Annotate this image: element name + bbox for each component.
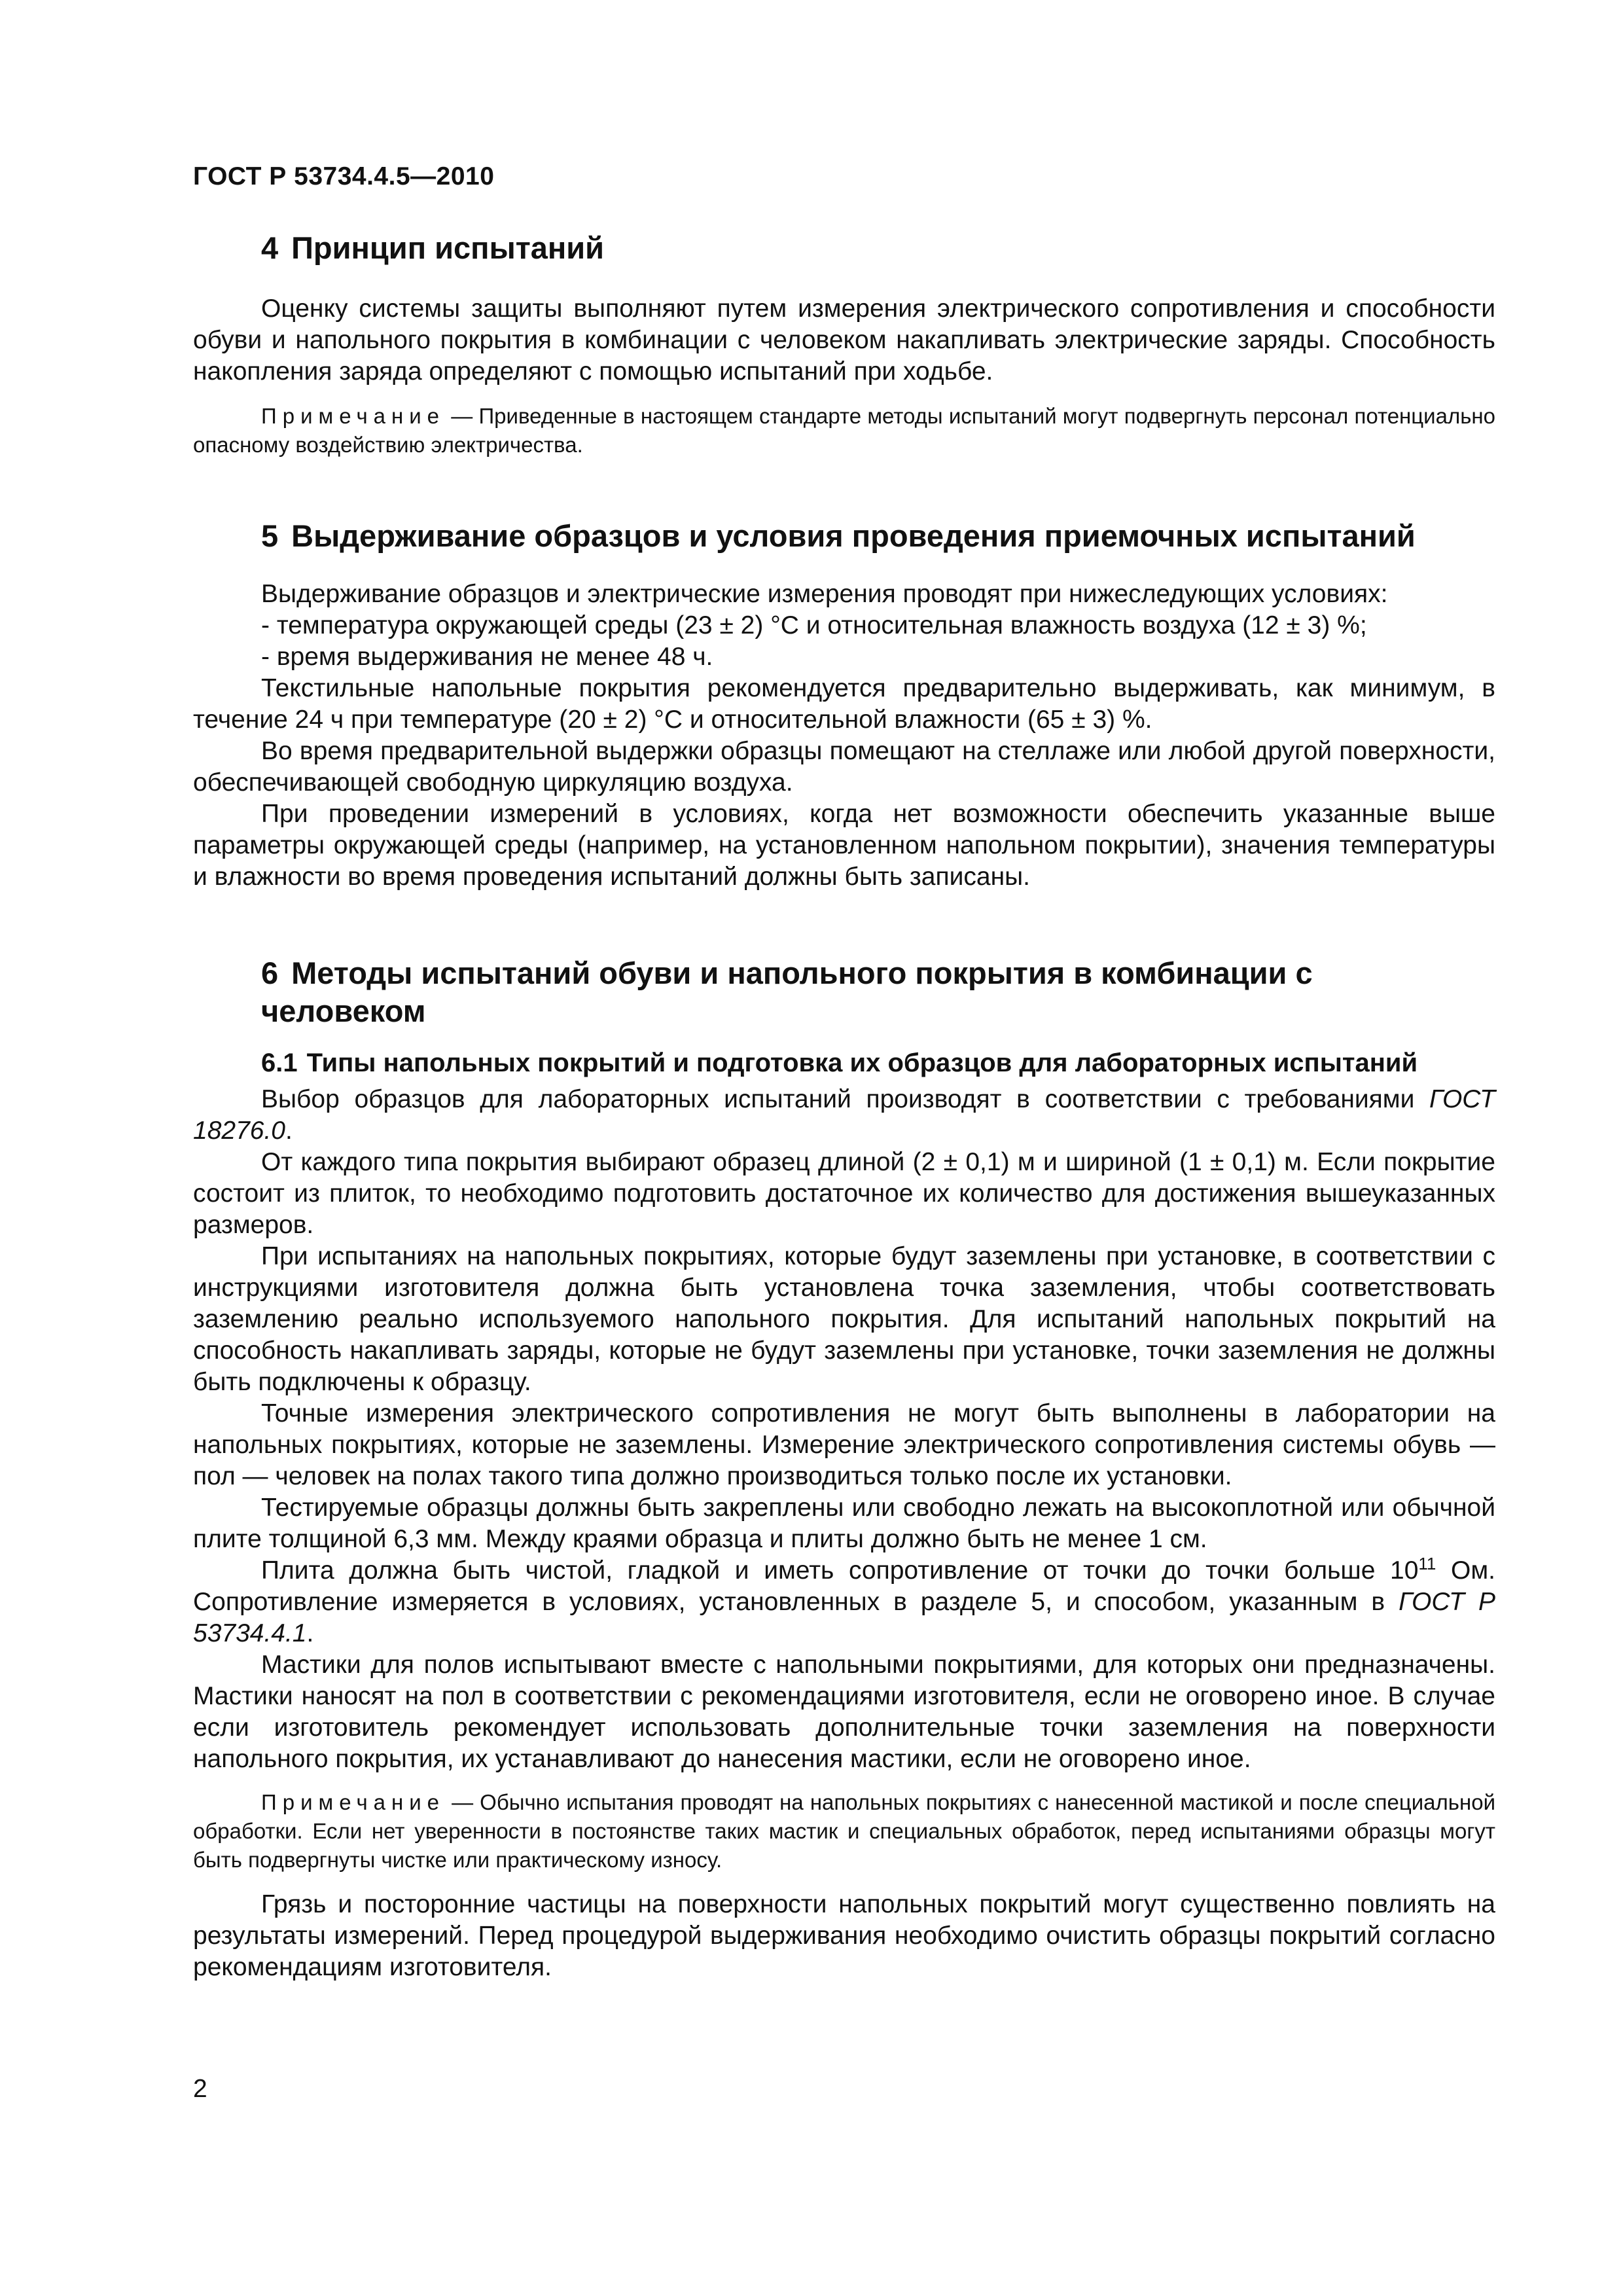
paragraph: Тестируемые образцы должны быть закреплены или свободно лежать на высокоплотной или обычной плите толщиной 6,3 мм. Между краями образца и плиты должно быть не менее 1 см. (193, 1494, 1495, 1553)
list-item: - время выдерживания не менее 48 ч. (261, 643, 713, 671)
paragraph: При испытаниях на напольных покрытиях, которые будут заземлены при установке, в соответствии с инструкциями изготовителя должна быть установлена точка заземления, чтобы соответствовать заземлению реально используемого напольного покрытия. Для испытаний напольных покрытий на способность накапливать заряды, которые не будут заземлены при установке, точки заземления не должны быть подключены к образцу. (193, 1242, 1495, 1396)
document-body (193, 229, 1495, 1983)
subsection-number: 6.1 (261, 1049, 298, 1077)
paragraph-text: Плита должна быть чистой, гладкой и иметь сопротивление от точки до точки больше 10 (261, 1556, 1419, 1585)
section-6-heading (261, 954, 1374, 1030)
paragraph: Текстильные напольные покрытия рекомендуется предварительно выдерживать, как минимум, в течение 24 ч при температуре (20 ± 2) °С и относительной влажности (65 ± 3) %. (193, 674, 1495, 734)
subsection-6-1-heading (261, 1047, 1495, 1079)
paragraph: От каждого типа покрытия выбирают образец длиной (2 ± 0,1) м и шириной (1 ± 0,1) м. Если покрытие состоит из плиток, то необходимо подготовить достаточное их количество для достижения вышеуказанных размеров. (193, 1148, 1495, 1239)
section-number: 6 (261, 956, 279, 990)
paragraph: Выдерживание образцов и электрические измерения проводят при нижеследующих условиях: (261, 580, 1388, 608)
paragraph: Точные измерения электрического сопротивления не могут быть выполнены в лаборатории на напольных покрытиях, которые не заземлены. Измерение электрического сопротивления системы обувь — пол — человек на полах такого типа должно производиться только после их установки. (193, 1399, 1495, 1490)
paragraph-text: Выбор образцов для лабораторных испытаний производят в соответствии с требованиями (261, 1085, 1430, 1113)
section-4-heading (261, 229, 1495, 267)
section-number: 4 (261, 230, 279, 265)
note-label: Примечание (261, 1790, 446, 1814)
note-text: — Обычно испытания проводят на напольных покрытиях с нанесенной мастикой и после специальной обработки. Если нет уверенности в постоянстве таких мастик и специальных обработок, перед испытаниями образцы могут быть подвергнуты чистке или практическому износу. (193, 1790, 1495, 1872)
paragraph (193, 1084, 1495, 1147)
note (193, 1788, 1495, 1874)
list-item: - температура окружающей среды (23 ± 2) °С и относительная влажность воздуха (12 ± 3) %; (261, 611, 1367, 639)
section-title: Принцип испытаний (291, 230, 605, 265)
standard-reference: ГОСТ Р 53734.4.1 (193, 1588, 1495, 1647)
paragraph: Во время предварительной выдержки образцы помещают на стеллаже или любой другой поверхности, обеспечивающей свободную циркуляцию воздуха. (193, 737, 1495, 797)
paragraph: При проведении измерений в условиях, когда нет возможности обеспечить указанные выше параметры окружающей среды (например, на установленном напольном покрытии), значения температуры и влажности во время проведения испытаний должны быть записаны. (193, 800, 1495, 891)
paragraph: Мастики для полов испытывают вместе с напольными покрытиями, для которых они предназначены. Мастики наносят на пол в соответствии с рекомендациями изготовителя, если не оговорено иное. В случае если изготовитель рекомендует использовать дополнительные точки заземления на поверхности напольного покрытия, их устанавливают до нанесения мастики, если не оговорено иное. (193, 1651, 1495, 1773)
section-title: Методы испытаний обуви и напольного покрытия в комбинации с человеком (261, 956, 1313, 1028)
paragraph (193, 1555, 1495, 1649)
paragraph-text: . (306, 1619, 314, 1647)
section-5-heading (261, 517, 1495, 555)
paragraph-text: Ом. Сопротивление измеряется в условиях, установленных в разделе 5, и способом, указанным в (193, 1556, 1495, 1616)
standard-reference: ГОСТ 18276.0 (193, 1085, 1495, 1145)
standard-designation: ГОСТ Р 53734.4.5—2010 (193, 162, 495, 190)
paragraph: Оценку системы защиты выполняют путем измерения электрического сопротивления и способности обуви и напольного покрытия в комбинации с человеком накапливать электрические заряды. Способность накопления заряда определяют с помощью испытаний при ходьбе. (193, 295, 1495, 386)
exponent: 11 (1418, 1554, 1436, 1573)
note (193, 402, 1495, 459)
section-number: 5 (261, 518, 279, 553)
subsection-title: Типы напольных покрытий и подготовка их образцов для лабораторных испытаний (306, 1049, 1418, 1077)
note-text: — Приведенные в настоящем стандарте методы испытаний могут подвергнуть персонал потенциально опасному воздействию электричества. (193, 404, 1495, 457)
note-label: Примечание (261, 404, 446, 428)
section-title: Выдерживание образцов и условия проведения приемочных испытаний (291, 518, 1416, 553)
page-number: 2 (193, 2075, 207, 2103)
paragraph-text: . (285, 1117, 293, 1145)
paragraph: Грязь и посторонние частицы на поверхности напольных покрытий могут существенно повлиять на результаты измерений. Перед процедурой выдерживания необходимо очистить образцы покрытий согласно рекомендациям изготовителя. (193, 1890, 1495, 1981)
